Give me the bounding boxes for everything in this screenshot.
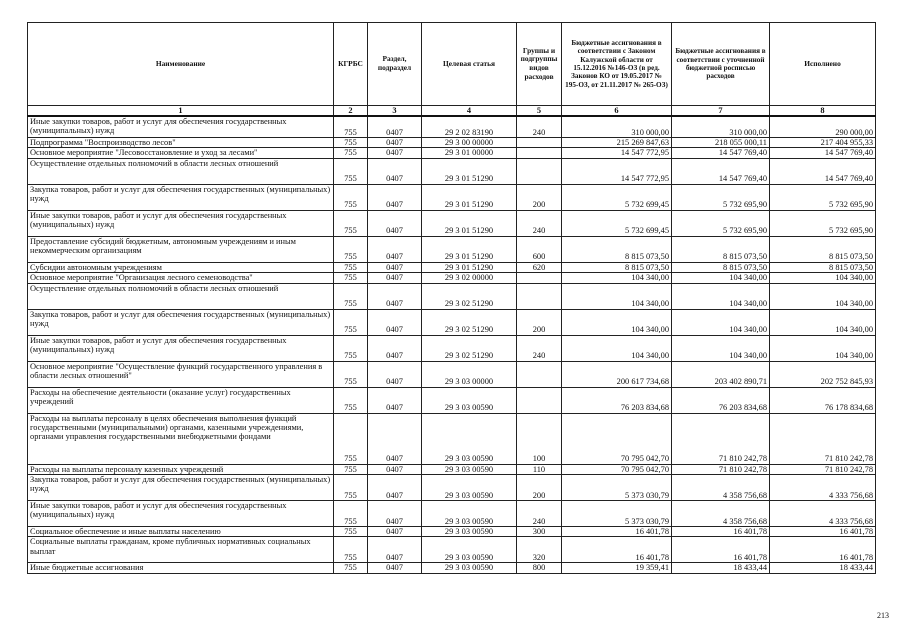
- row-target-article: 29 3 02 00000: [422, 273, 517, 283]
- row-target-article: 29 3 02 51290: [422, 335, 517, 361]
- column-number: 7: [672, 106, 770, 117]
- header-law-allocations: Бюджетные ассигнования в соответствии с Законом Калужской области от 15.12.2016 №146-ОЗ (в ред. Законов КО от 19.05.2017 № 195-ОЗ, от 21.11.2017 № 265-ОЗ): [562, 23, 672, 106]
- header-name: Наименование: [28, 23, 334, 106]
- header-row: [28, 23, 876, 106]
- row-razdel: 0407: [368, 361, 422, 387]
- row-name: Осуществление отдельных полномочий в области лесных отношений: [28, 283, 334, 309]
- table-row: [28, 262, 876, 272]
- row-law-allocation: 310 000,00: [562, 116, 672, 138]
- row-refined-allocation: 14 547 769,40: [672, 158, 770, 184]
- column-number: 6: [562, 106, 672, 117]
- row-refined-allocation: 14 547 769,40: [672, 148, 770, 158]
- row-kgrbs: 755: [334, 138, 368, 148]
- row-law-allocation: 200 617 734,68: [562, 361, 672, 387]
- row-kgrbs: 755: [334, 537, 368, 563]
- row-kgrbs: 755: [334, 262, 368, 272]
- row-expense-type: [517, 273, 562, 283]
- row-refined-allocation: 8 815 073,50: [672, 262, 770, 272]
- row-target-article: 29 3 03 00590: [422, 413, 517, 464]
- table-row: [28, 148, 876, 158]
- header-celevaya: Целевая статья: [422, 23, 517, 106]
- row-expense-type: 300: [517, 527, 562, 537]
- row-expense-type: [517, 158, 562, 184]
- header-kgrbs: КГРБС: [334, 23, 368, 106]
- table-row: [28, 273, 876, 283]
- row-target-article: 29 3 02 51290: [422, 283, 517, 309]
- row-executed: 71 810 242,78: [770, 413, 876, 464]
- row-refined-allocation: 8 815 073,50: [672, 236, 770, 262]
- row-refined-allocation: 104 340,00: [672, 283, 770, 309]
- row-name: Закупка товаров, работ и услуг для обеспечения государственных (муниципальных) нужд: [28, 184, 334, 210]
- row-executed: 71 810 242,78: [770, 464, 876, 474]
- row-law-allocation: 19 359,41: [562, 563, 672, 573]
- row-expense-type: 200: [517, 309, 562, 335]
- row-razdel: 0407: [368, 527, 422, 537]
- row-law-allocation: 215 269 847,63: [562, 138, 672, 148]
- row-executed: 8 815 073,50: [770, 262, 876, 272]
- row-refined-allocation: 16 401,78: [672, 527, 770, 537]
- row-expense-type: 240: [517, 116, 562, 138]
- row-executed: 76 178 834,68: [770, 387, 876, 413]
- row-executed: 290 000,00: [770, 116, 876, 138]
- row-law-allocation: 76 203 834,68: [562, 387, 672, 413]
- row-expense-type: 240: [517, 501, 562, 527]
- row-law-allocation: 5 732 699,45: [562, 184, 672, 210]
- row-executed: 4 333 756,68: [770, 475, 876, 501]
- row-executed: 217 404 955,33: [770, 138, 876, 148]
- row-executed: 104 340,00: [770, 283, 876, 309]
- column-number: 4: [422, 106, 517, 117]
- row-expense-type: 110: [517, 464, 562, 474]
- row-expense-type: [517, 148, 562, 158]
- table-row: [28, 464, 876, 474]
- table-row: [28, 387, 876, 413]
- row-target-article: 29 3 01 00000: [422, 148, 517, 158]
- row-refined-allocation: 4 358 756,68: [672, 501, 770, 527]
- row-executed: 8 815 073,50: [770, 236, 876, 262]
- row-refined-allocation: 71 810 242,78: [672, 464, 770, 474]
- row-executed: 104 340,00: [770, 273, 876, 283]
- row-razdel: 0407: [368, 138, 422, 148]
- row-kgrbs: 755: [334, 475, 368, 501]
- row-kgrbs: 755: [334, 309, 368, 335]
- table-row: [28, 475, 876, 501]
- row-target-article: 29 3 03 00590: [422, 527, 517, 537]
- row-expense-type: 100: [517, 413, 562, 464]
- row-razdel: 0407: [368, 158, 422, 184]
- row-law-allocation: 104 340,00: [562, 273, 672, 283]
- budget-table: [27, 22, 876, 574]
- row-name: Основное мероприятие "Лесовосстановление и уход за лесами": [28, 148, 334, 158]
- table-row: [28, 309, 876, 335]
- row-executed: 18 433,44: [770, 563, 876, 573]
- row-razdel: 0407: [368, 148, 422, 158]
- row-expense-type: 240: [517, 335, 562, 361]
- row-kgrbs: 755: [334, 563, 368, 573]
- row-target-article: 29 3 03 00590: [422, 537, 517, 563]
- row-razdel: 0407: [368, 387, 422, 413]
- row-name: Субсидии автономным учреждениям: [28, 262, 334, 272]
- row-kgrbs: 755: [334, 116, 368, 138]
- header-vid: Группы и подгруппы видов расходов: [517, 23, 562, 106]
- row-refined-allocation: 310 000,00: [672, 116, 770, 138]
- row-refined-allocation: 4 358 756,68: [672, 475, 770, 501]
- row-razdel: 0407: [368, 184, 422, 210]
- table-row: [28, 158, 876, 184]
- row-name: Расходы на выплаты персоналу в целях обеспечения выполнения функций государственными (муниципальными) органами, казенными учреждениями, органами управления государственными внебюджетными фондами: [28, 413, 334, 464]
- row-razdel: 0407: [368, 210, 422, 236]
- row-refined-allocation: 104 340,00: [672, 273, 770, 283]
- row-law-allocation: 5 373 030,79: [562, 475, 672, 501]
- row-refined-allocation: 218 055 000,11: [672, 138, 770, 148]
- row-name: Расходы на выплаты персоналу казенных учреждений: [28, 464, 334, 474]
- row-razdel: 0407: [368, 116, 422, 138]
- table-row: [28, 116, 876, 138]
- row-refined-allocation: 5 732 695,90: [672, 210, 770, 236]
- row-kgrbs: 755: [334, 236, 368, 262]
- row-kgrbs: 755: [334, 464, 368, 474]
- table-row: [28, 527, 876, 537]
- row-expense-type: 240: [517, 210, 562, 236]
- row-name: Социальные выплаты гражданам, кроме публичных нормативных социальных выплат: [28, 537, 334, 563]
- row-law-allocation: 104 340,00: [562, 335, 672, 361]
- row-razdel: 0407: [368, 475, 422, 501]
- row-law-allocation: 70 795 042,70: [562, 413, 672, 464]
- row-kgrbs: 755: [334, 273, 368, 283]
- row-razdel: 0407: [368, 273, 422, 283]
- row-expense-type: 600: [517, 236, 562, 262]
- row-expense-type: [517, 361, 562, 387]
- row-refined-allocation: 71 810 242,78: [672, 413, 770, 464]
- row-name: Иные закупки товаров, работ и услуг для обеспечения государственных (муниципальных) нужд: [28, 335, 334, 361]
- row-razdel: 0407: [368, 537, 422, 563]
- row-target-article: 29 3 01 51290: [422, 236, 517, 262]
- row-razdel: 0407: [368, 262, 422, 272]
- row-refined-allocation: 16 401,78: [672, 537, 770, 563]
- row-law-allocation: 16 401,78: [562, 527, 672, 537]
- column-number: 1: [28, 106, 334, 117]
- table-row: [28, 184, 876, 210]
- row-target-article: 29 3 00 00000: [422, 138, 517, 148]
- table-row: [28, 501, 876, 527]
- row-law-allocation: 16 401,78: [562, 537, 672, 563]
- row-expense-type: [517, 138, 562, 148]
- row-kgrbs: 755: [334, 413, 368, 464]
- table-row: [28, 563, 876, 573]
- row-law-allocation: 104 340,00: [562, 283, 672, 309]
- row-refined-allocation: 5 732 695,90: [672, 184, 770, 210]
- row-target-article: 29 3 03 00590: [422, 501, 517, 527]
- row-target-article: 29 3 02 51290: [422, 309, 517, 335]
- row-law-allocation: 14 547 772,95: [562, 158, 672, 184]
- row-executed: 16 401,78: [770, 527, 876, 537]
- row-name: Расходы на обеспечение деятельности (оказание услуг) государственных учреждений: [28, 387, 334, 413]
- row-target-article: 29 3 03 00000: [422, 361, 517, 387]
- row-kgrbs: 755: [334, 527, 368, 537]
- row-law-allocation: 104 340,00: [562, 309, 672, 335]
- row-kgrbs: 755: [334, 210, 368, 236]
- row-law-allocation: 8 815 073,50: [562, 262, 672, 272]
- row-razdel: 0407: [368, 501, 422, 527]
- row-executed: 14 547 769,40: [770, 148, 876, 158]
- row-executed: 16 401,78: [770, 537, 876, 563]
- row-razdel: 0407: [368, 309, 422, 335]
- row-name: Основное мероприятие "Осуществление функций государственного управления в области лесных отношений": [28, 361, 334, 387]
- row-kgrbs: 755: [334, 361, 368, 387]
- row-name: Подпрограмма "Воспроизводство лесов": [28, 138, 334, 148]
- row-name: Иные бюджетные ассигнования: [28, 563, 334, 573]
- row-law-allocation: 5 732 699,45: [562, 210, 672, 236]
- row-refined-allocation: 104 340,00: [672, 335, 770, 361]
- row-target-article: 29 3 03 00590: [422, 387, 517, 413]
- header-executed: Исполнено: [770, 23, 876, 106]
- row-executed: 4 333 756,68: [770, 501, 876, 527]
- table-row: [28, 537, 876, 563]
- row-refined-allocation: 18 433,44: [672, 563, 770, 573]
- column-number: 5: [517, 106, 562, 117]
- row-expense-type: 800: [517, 563, 562, 573]
- page-number: 213: [877, 611, 889, 620]
- row-name: Иные закупки товаров, работ и услуг для обеспечения государственных (муниципальных) нужд: [28, 210, 334, 236]
- row-executed: 202 752 845,93: [770, 361, 876, 387]
- row-target-article: 29 2 02 83190: [422, 116, 517, 138]
- row-law-allocation: 5 373 030,79: [562, 501, 672, 527]
- row-kgrbs: 755: [334, 335, 368, 361]
- row-target-article: 29 3 03 00590: [422, 563, 517, 573]
- row-target-article: 29 3 01 51290: [422, 158, 517, 184]
- row-target-article: 29 3 01 51290: [422, 210, 517, 236]
- header-razdel: Раздел, подраздел: [368, 23, 422, 106]
- row-executed: 14 547 769,40: [770, 158, 876, 184]
- row-kgrbs: 755: [334, 158, 368, 184]
- row-expense-type: 200: [517, 475, 562, 501]
- row-target-article: 29 3 03 00590: [422, 475, 517, 501]
- row-law-allocation: 8 815 073,50: [562, 236, 672, 262]
- row-name: Основное мероприятие "Организация лесного семеноводства": [28, 273, 334, 283]
- table-row: [28, 210, 876, 236]
- row-law-allocation: 70 795 042,70: [562, 464, 672, 474]
- row-razdel: 0407: [368, 413, 422, 464]
- row-razdel: 0407: [368, 236, 422, 262]
- header-refined-allocations: Бюджетные ассигнования в соответствии с уточненной бюджетной росписью расходов: [672, 23, 770, 106]
- row-law-allocation: 14 547 772,95: [562, 148, 672, 158]
- table-row: [28, 138, 876, 148]
- row-executed: 5 732 695,90: [770, 184, 876, 210]
- row-name: Закупка товаров, работ и услуг для обеспечения государственных (муниципальных) нужд: [28, 309, 334, 335]
- row-kgrbs: 755: [334, 283, 368, 309]
- row-target-article: 29 3 01 51290: [422, 184, 517, 210]
- row-name: Иные закупки товаров, работ и услуг для обеспечения государственных (муниципальных) нужд: [28, 501, 334, 527]
- row-expense-type: [517, 387, 562, 413]
- column-number-row: [28, 106, 876, 117]
- row-razdel: 0407: [368, 563, 422, 573]
- row-kgrbs: 755: [334, 148, 368, 158]
- row-kgrbs: 755: [334, 387, 368, 413]
- column-number: 8: [770, 106, 876, 117]
- row-refined-allocation: 203 402 890,71: [672, 361, 770, 387]
- row-executed: 5 732 695,90: [770, 210, 876, 236]
- row-name: Осуществление отдельных полномочий в области лесных отношений: [28, 158, 334, 184]
- row-razdel: 0407: [368, 464, 422, 474]
- row-target-article: 29 3 01 51290: [422, 262, 517, 272]
- row-expense-type: [517, 283, 562, 309]
- row-razdel: 0407: [368, 283, 422, 309]
- row-name: Закупка товаров, работ и услуг для обеспечения государственных (муниципальных) нужд: [28, 475, 334, 501]
- table-row: [28, 413, 876, 464]
- table-row: [28, 335, 876, 361]
- row-kgrbs: 755: [334, 184, 368, 210]
- row-expense-type: 620: [517, 262, 562, 272]
- row-refined-allocation: 104 340,00: [672, 309, 770, 335]
- column-number: 2: [334, 106, 368, 117]
- row-executed: 104 340,00: [770, 309, 876, 335]
- row-refined-allocation: 76 203 834,68: [672, 387, 770, 413]
- table-row: [28, 236, 876, 262]
- row-kgrbs: 755: [334, 501, 368, 527]
- row-name: Социальное обеспечение и иные выплаты населению: [28, 527, 334, 537]
- table-row: [28, 361, 876, 387]
- row-razdel: 0407: [368, 335, 422, 361]
- row-name: Предоставление субсидий бюджетным, автономным учреждениям и иным некоммерческим организациям: [28, 236, 334, 262]
- row-expense-type: 200: [517, 184, 562, 210]
- row-executed: 104 340,00: [770, 335, 876, 361]
- row-target-article: 29 3 03 00590: [422, 464, 517, 474]
- column-number: 3: [368, 106, 422, 117]
- table-row: [28, 283, 876, 309]
- row-expense-type: 320: [517, 537, 562, 563]
- row-name: Иные закупки товаров, работ и услуг для обеспечения государственных (муниципальных) нужд: [28, 116, 334, 138]
